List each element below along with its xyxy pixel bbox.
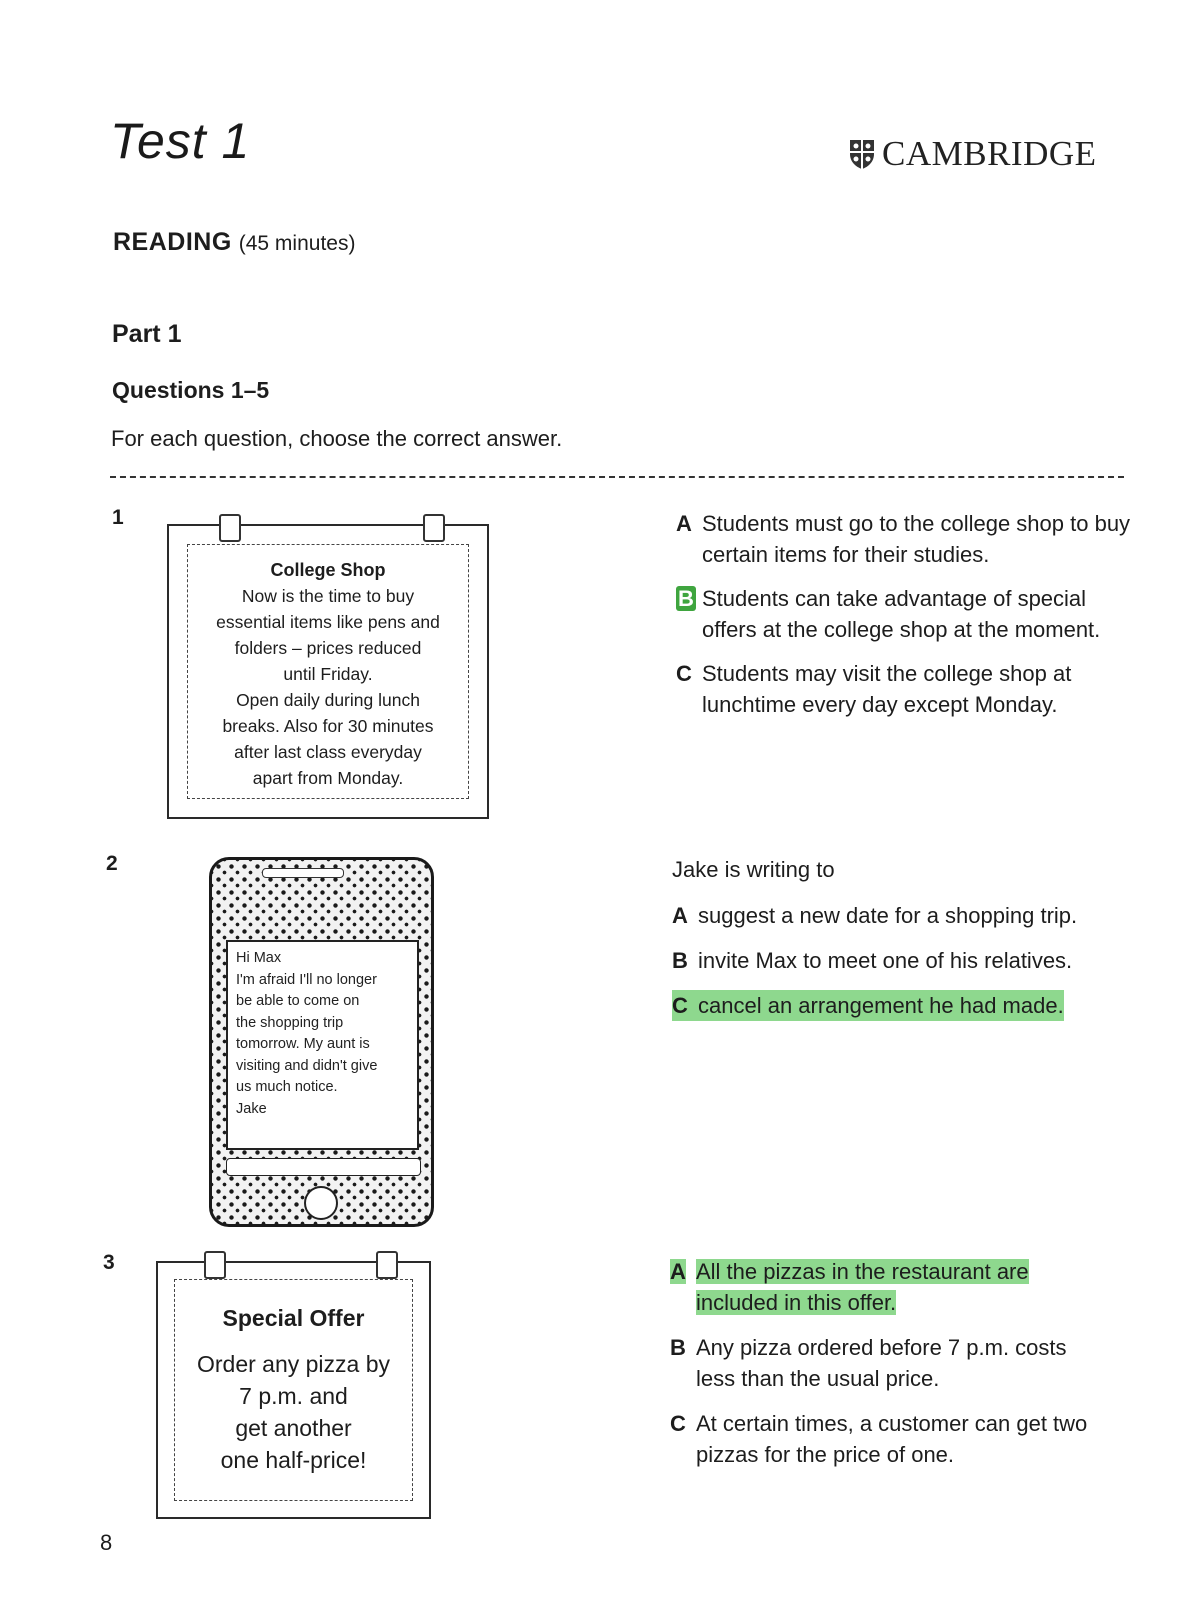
- divider: [110, 476, 1124, 478]
- message-line: the shopping trip: [236, 1014, 344, 1031]
- brand-name: CAMBRIDGE: [882, 134, 1097, 173]
- notice-line: apart from Monday.: [252, 768, 404, 788]
- notice-line: Open daily during lunch: [236, 690, 420, 710]
- phone-softkey-bar: [226, 1158, 421, 1176]
- option-letter: A: [670, 1259, 686, 1284]
- q2-options: [672, 854, 1132, 1021]
- option-c[interactable]: [676, 658, 1136, 720]
- questions-range: Questions 1–5: [112, 377, 270, 403]
- pin-icon: [219, 514, 241, 542]
- notice-line: get another: [235, 1415, 352, 1441]
- notice-line: breaks. Also for 30 minutes: [222, 716, 434, 736]
- option-letter: C: [676, 661, 692, 686]
- notice-title: Special Offer: [222, 1305, 365, 1331]
- phone-speaker: [262, 868, 344, 878]
- notice-line: one half-price!: [220, 1447, 367, 1473]
- message-line: tomorrow. My aunt is: [236, 1036, 370, 1052]
- q1-options: [676, 508, 1136, 720]
- message-line: visiting and didn't give: [236, 1057, 378, 1074]
- option-letter: A: [676, 511, 692, 536]
- test-title: Test 1: [110, 113, 251, 169]
- option-c[interactable]: [672, 990, 1132, 1021]
- option-letter: A: [672, 903, 688, 928]
- message-line: be able to come on: [236, 993, 360, 1009]
- section-duration: (45 minutes): [238, 232, 356, 255]
- option-text: Any pizza ordered before 7 p.m. costs less than the usual price.: [696, 1335, 1067, 1391]
- pin-icon: [204, 1251, 226, 1279]
- question-number: 1: [112, 506, 124, 529]
- option-text: Students can take advantage of special offers at the college shop at the moment.: [702, 586, 1101, 642]
- option-letter: B: [670, 1335, 686, 1360]
- option-text: suggest a new date for a shopping trip.: [698, 903, 1078, 928]
- shield-icon: [848, 138, 876, 170]
- option-a[interactable]: [676, 508, 1136, 570]
- option-a[interactable]: [672, 900, 1132, 931]
- notice-line: essential items like pens and: [216, 612, 440, 632]
- option-b[interactable]: [670, 1332, 1110, 1394]
- option-b[interactable]: [676, 583, 1136, 645]
- q3-options: [670, 1256, 1110, 1470]
- message-line: Hi Max: [236, 950, 282, 966]
- section-title: READING: [113, 228, 232, 256]
- question-number: 2: [106, 852, 118, 875]
- cambridge-logo: [848, 134, 1097, 174]
- option-b[interactable]: [672, 945, 1132, 976]
- option-text: At certain times, a customer can get two pizzas for the price of one.: [696, 1411, 1088, 1467]
- option-text: invite Max to meet one of his relatives.: [698, 948, 1073, 973]
- option-text: cancel an arrangement he had made.: [698, 993, 1064, 1018]
- question-number: 3: [103, 1251, 115, 1274]
- message-line: us much notice.: [236, 1079, 338, 1095]
- phone-message: [226, 940, 419, 1150]
- special-offer-notice: [156, 1261, 431, 1519]
- option-c[interactable]: [670, 1408, 1110, 1470]
- option-letter: B: [672, 948, 688, 973]
- home-button-icon: [304, 1186, 338, 1220]
- notice-line: after last class everyday: [234, 742, 422, 762]
- notice-line: Order any pizza by: [196, 1351, 391, 1377]
- notice-line: folders – prices reduced: [234, 638, 422, 658]
- message-line: Jake: [236, 1100, 267, 1117]
- notice-line: Now is the time to buy: [241, 586, 415, 606]
- pin-icon: [423, 514, 445, 542]
- option-letter: C: [672, 993, 688, 1018]
- phone-illustration: [209, 857, 434, 1227]
- option-letter: C: [670, 1411, 686, 1436]
- question-stem: Jake is writing to: [672, 857, 835, 882]
- notice-title: College Shop: [270, 560, 386, 580]
- page-number: 8: [100, 1530, 113, 1555]
- pin-icon: [376, 1251, 398, 1279]
- option-text: Students may visit the college shop at lunchtime every day except Monday.: [702, 661, 1072, 717]
- option-text: Students must go to the college shop to buy certain items for their studies.: [702, 511, 1131, 567]
- section-heading: [113, 228, 355, 257]
- notice-line: until Friday.: [283, 664, 373, 684]
- option-letter: B: [678, 586, 694, 611]
- part-title: Part 1: [112, 320, 182, 348]
- option-a[interactable]: [670, 1256, 1110, 1318]
- message-line: I'm afraid I'll no longer: [236, 971, 377, 988]
- option-text: All the pizzas in the restaurant are included in this offer.: [696, 1259, 1029, 1315]
- instruction-text: For each question, choose the correct answer.: [111, 426, 563, 451]
- college-shop-notice: [167, 524, 489, 819]
- notice-line: 7 p.m. and: [239, 1383, 348, 1409]
